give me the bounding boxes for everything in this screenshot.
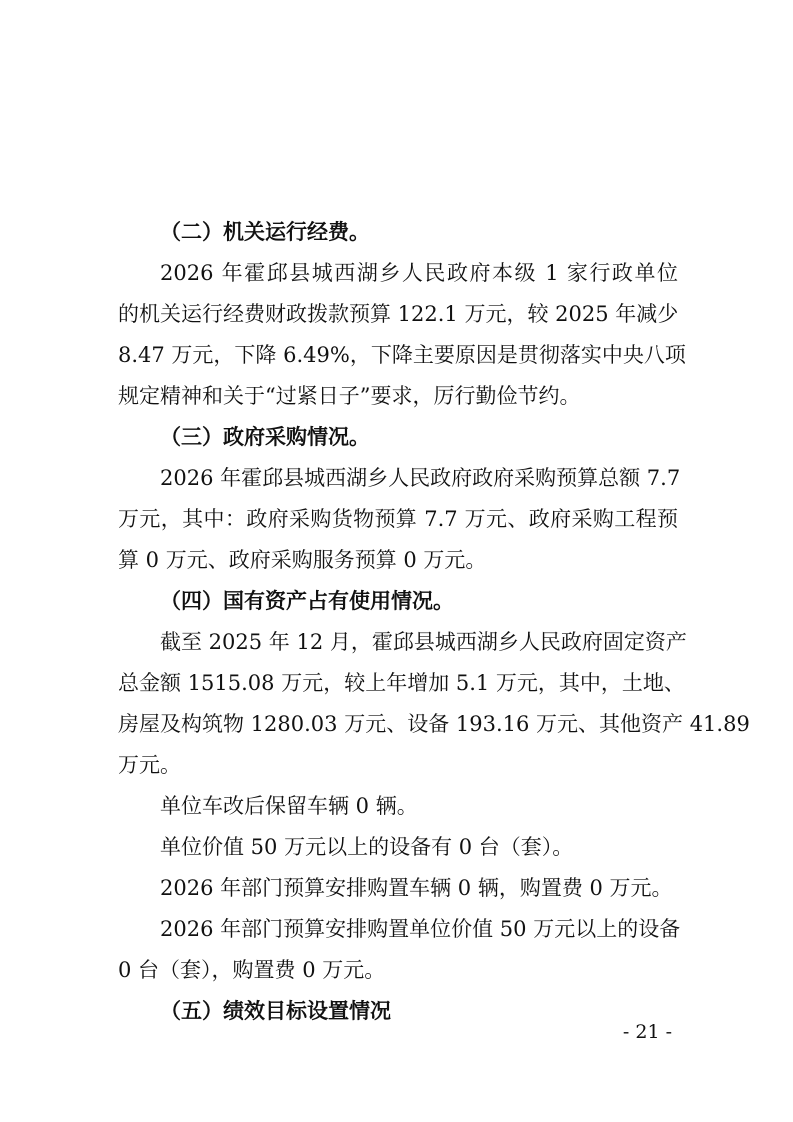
paragraph-line: 截至 2025 年 12 月，霍邱县城西湖乡人民政府固定资产 [160,630,687,654]
paragraph-line: 总金额 1515.08 万元，较上年增加 5.1 万元，其中，土地、 [118,671,685,695]
section-heading-performance-goals: （五）绩效目标设置情况 [160,999,391,1023]
paragraph-line: 2026 年霍邱县城西湖乡人民政府政府采购预算总额 7.7 [160,466,681,490]
paragraph-line: 算 0 万元、政府采购服务预算 0 万元。 [118,548,487,572]
paragraph-line: 8.47 万元，下降 6.49%，下降主要原因是贯彻落实中央八项 [118,343,686,367]
paragraph-line: 2026 年霍邱县城西湖乡人民政府本级 1 家行政单位 [160,261,678,285]
section-heading-state-assets: （四）国有资产占有使用情况。 [160,589,454,613]
section-heading-operating-expenses: （二）机关运行经费。 [160,220,370,244]
paragraph-line: 房屋及构筑物 1280.03 万元、设备 193.16 万元、其他资产 41.89 [118,712,750,736]
paragraph-vehicle-purchase: 2026 年部门预算安排购置车辆 0 辆，购置费 0 万元。 [160,876,673,900]
paragraph-line: 万元，其中：政府采购货物预算 7.7 万元、政府采购工程预 [118,507,678,531]
paragraph-line: 规定精神和关于“过紧日子”要求，厉行勤俭节约。 [118,384,581,408]
paragraph-line: 2026 年部门预算安排购置单位价值 50 万元以上的设备 [160,917,681,941]
paragraph-line: 的机关运行经费财政拨款预算 122.1 万元，较 2025 年减少 [118,302,679,326]
paragraph-line: 万元。 [118,753,181,777]
paragraph-vehicles: 单位车改后保留车辆 0 辆。 [160,794,418,818]
page-number: - 21 - [622,1021,672,1043]
paragraph-equipment: 单位价值 50 万元以上的设备有 0 台（套）。 [160,835,574,859]
section-heading-procurement: （三）政府采购情况。 [160,425,370,449]
paragraph-line: 0 台（套），购置费 0 万元。 [118,958,386,982]
